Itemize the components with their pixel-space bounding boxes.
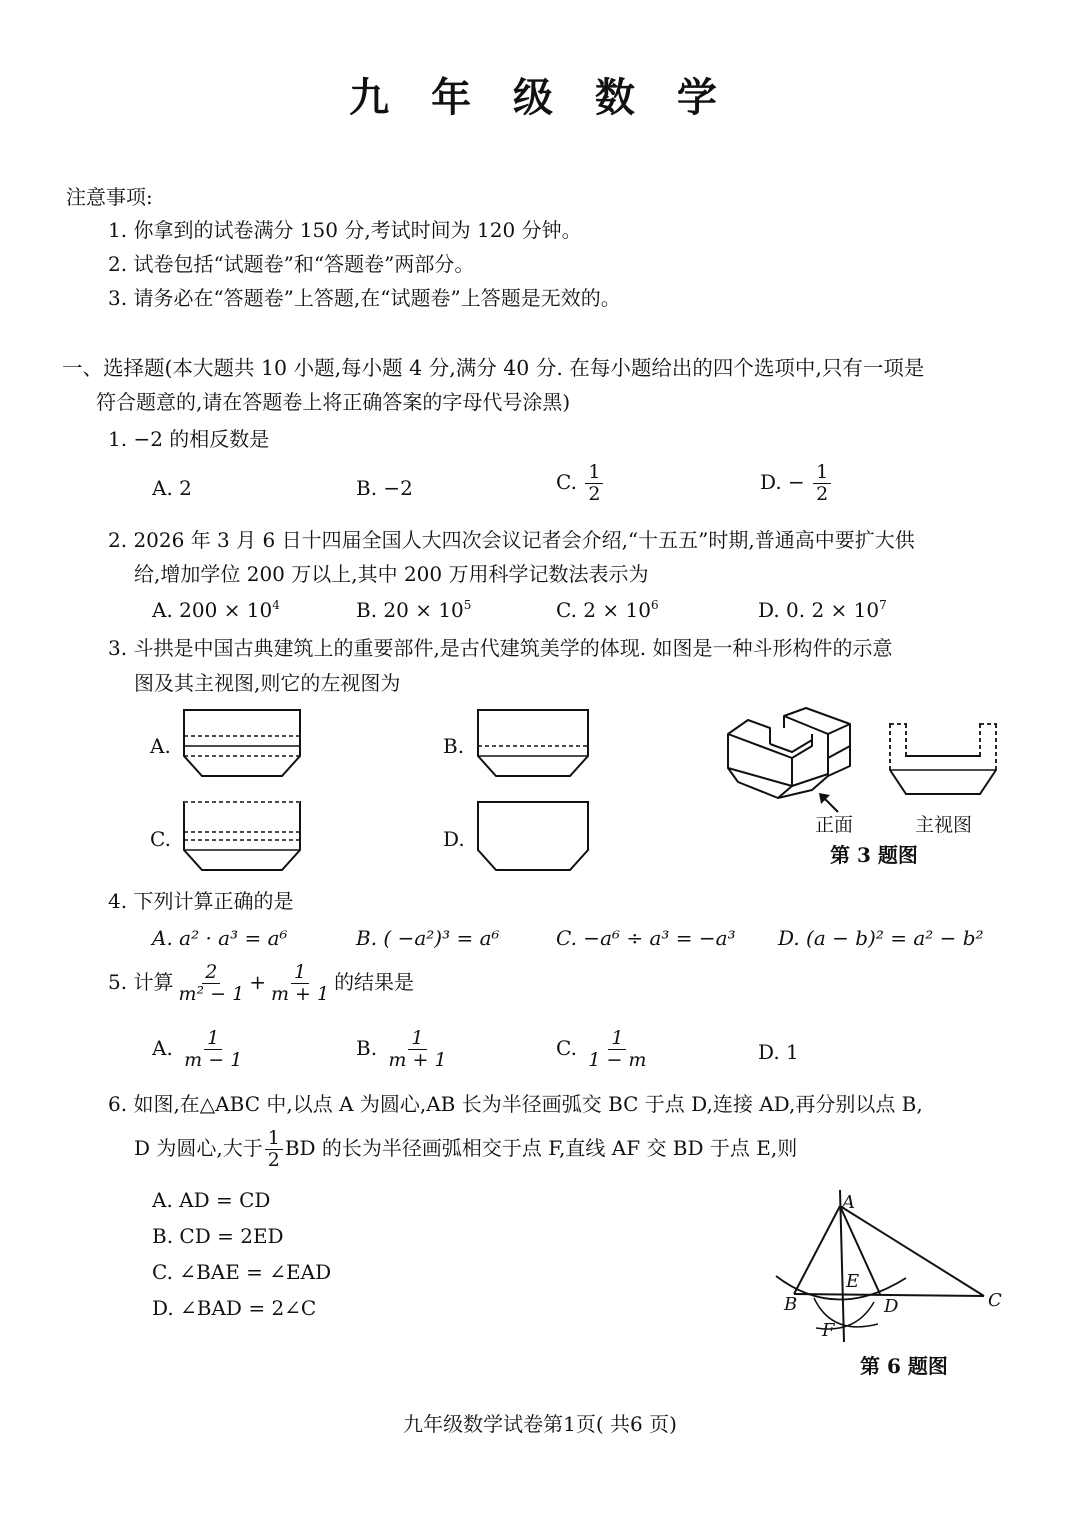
q4-option-d: D. (a − b)² = a² − b² — [778, 926, 984, 950]
q3-option-d-label: D. — [443, 827, 465, 851]
q3-option-b-label: B. — [443, 734, 465, 758]
q5-plus: + — [249, 970, 266, 994]
q1-option-c — [556, 462, 605, 505]
q6-label-f: F — [822, 1320, 835, 1341]
q6-frac-den: 2 — [267, 1149, 280, 1171]
q3-caption: 第 3 题图 — [830, 843, 918, 867]
q4-option-a: A. a² · a³ = a⁶ — [152, 926, 288, 950]
notice-item-3: 3. 请务必在“答题卷”上答题,在“试题卷”上答题是无效的。 — [108, 286, 621, 310]
q6-option-d: D. ∠BAD = 2∠C — [152, 1296, 317, 1320]
q6-option-c: C. ∠BAE = ∠EAD — [152, 1260, 332, 1284]
q6-triangle-figure — [770, 1186, 1040, 1346]
q6-option-a: A. AD = CD — [152, 1188, 271, 1212]
q5-a-fraction — [181, 1028, 245, 1071]
q6-label-b: B — [784, 1294, 798, 1315]
q3-option-c-label: C. — [150, 827, 171, 851]
q5-b-fraction — [385, 1028, 449, 1071]
q5-c-fraction — [585, 1028, 649, 1071]
q5-a-num: 1 — [204, 1028, 222, 1050]
q2-line1: 2. 2026 年 3 月 6 日十四届全国人大四次会议记者会介绍,“十五五”时期,普通高中要扩大供 — [108, 528, 915, 552]
q5-b-label: B. — [356, 1036, 378, 1060]
q3-option-d-figure — [474, 800, 592, 874]
q4-option-b: B. ( −a²)³ = a⁶ — [356, 926, 500, 950]
q4-stem: 4. 下列计算正确的是 — [108, 889, 294, 913]
q3-line2: 图及其主视图,则它的左视图为 — [134, 671, 401, 695]
q3-option-b-figure — [474, 708, 592, 780]
q5-a-label: A. — [152, 1036, 173, 1060]
q3-option-a-figure — [180, 708, 304, 780]
q6-label-a: A — [842, 1192, 855, 1213]
q5-option-b — [356, 1028, 452, 1071]
q3-option-c-figure — [180, 800, 304, 874]
q1-option-b: B. −2 — [356, 476, 413, 500]
notice-item-1: 1. 你拿到的试卷满分 150 分,考试时间为 120 分钟。 — [108, 218, 582, 242]
q1-c-num: 1 — [585, 462, 603, 484]
q5-f1-num: 2 — [202, 962, 220, 984]
q2-a-base: A. 200 × 10 — [152, 598, 273, 622]
q2-line2: 给,增加学位 200 万以上,其中 200 万用科学记数法表示为 — [134, 562, 649, 586]
q3-main-view-label: 主视图 — [915, 814, 973, 836]
q2-option-a — [152, 597, 280, 623]
q2-b-base: B. 20 × 10 — [356, 598, 464, 622]
q2-b-exp: 5 — [463, 598, 472, 612]
q5-f2-den: m + 1 — [270, 983, 330, 1005]
q2-option-c — [556, 597, 659, 623]
q3-front-label: 正面 — [815, 814, 854, 836]
page-title: 九 年 级 数 学 — [349, 74, 731, 121]
q6-frac-num: 1 — [265, 1128, 283, 1150]
q1-d-fraction — [813, 462, 831, 505]
q5-stem — [108, 962, 414, 1005]
q1-c-label: C. — [556, 470, 577, 494]
q5-b-num: 1 — [408, 1028, 426, 1050]
q5-option-a — [152, 1028, 247, 1071]
q3-option-a-label: A. — [150, 734, 171, 758]
q5-c-den: 1 − m — [588, 1049, 647, 1071]
q1-option-d — [760, 462, 833, 505]
q5-b-den: m + 1 — [388, 1049, 447, 1071]
q1-option-a: A. 2 — [152, 476, 192, 500]
notice-heading: 注意事项: — [66, 185, 153, 209]
q3-main-view-figure — [888, 722, 998, 798]
notice-item-2: 2. 试卷包括“试题卷”和“答题卷”两部分。 — [108, 252, 475, 276]
q5-f1-den: m² − 1 — [178, 983, 245, 1005]
q1-c-den: 2 — [588, 483, 601, 505]
section-heading-line1: 一、选择题(本大题共 10 小题,每小题 4 分,满分 40 分. 在每小题给出的四个选项中,只有一项是 — [62, 356, 925, 380]
q2-d-base: D. 0. 2 × 10 — [758, 598, 880, 622]
q1-d-num: 1 — [813, 462, 831, 484]
q3-line1: 3. 斗拱是中国古典建筑上的重要部件,是古代建筑美学的体现. 如图是一种斗形构件的示意 — [108, 636, 893, 660]
q2-option-d — [758, 597, 887, 623]
q5-option-c — [556, 1028, 651, 1071]
q6-caption: 第 6 题图 — [860, 1354, 948, 1378]
q2-a-exp: 4 — [272, 598, 280, 612]
q5-option-d: D. 1 — [758, 1040, 799, 1064]
q5-fraction-1 — [175, 962, 247, 1005]
q2-c-exp: 6 — [650, 598, 659, 612]
q1-c-fraction — [585, 462, 603, 505]
q4-option-c: C. −a⁶ ÷ a³ = −a³ — [556, 926, 736, 950]
q2-d-exp: 7 — [879, 598, 887, 612]
q6-option-b: B. CD = 2ED — [152, 1224, 284, 1248]
q1-d-den: 2 — [816, 483, 829, 505]
section-heading-line2: 符合题意的,请在答题卷上将正确答案的字母代号涂黑) — [96, 390, 571, 414]
q5-a-den: m − 1 — [184, 1049, 243, 1071]
q5-f2-num: 1 — [291, 962, 309, 984]
q5-c-label: C. — [556, 1036, 577, 1060]
q5-stem-pre: 5. 计算 — [108, 970, 174, 994]
q6-line2-post: BD 的长为半径画弧相交于点 F,直线 AF 交 BD 于点 E,则 — [284, 1136, 798, 1160]
q6-label-c: C — [988, 1290, 1002, 1311]
q5-fraction-2 — [268, 962, 332, 1005]
q2-option-b — [356, 597, 471, 623]
q6-fraction — [265, 1128, 283, 1171]
q6-line2 — [134, 1128, 797, 1171]
page-footer: 九年级数学试卷第1页( 共6 页) — [403, 1412, 677, 1436]
q1-stem: 1. −2 的相反数是 — [108, 427, 270, 451]
q6-label-e: E — [846, 1271, 860, 1292]
q6-label-d: D — [884, 1296, 899, 1317]
q6-line1: 6. 如图,在△ABC 中,以点 A 为圆心,AB 长为半径画弧交 BC 于点 D,连接 AD,再分别以点 B, — [108, 1092, 923, 1116]
q6-line2-pre: D 为圆心,大于 — [134, 1136, 263, 1160]
q5-c-num: 1 — [608, 1028, 626, 1050]
q1-d-label: D. − — [760, 470, 805, 494]
q2-c-base: C. 2 × 10 — [556, 598, 651, 622]
q5-stem-post: 的结果是 — [334, 970, 415, 994]
